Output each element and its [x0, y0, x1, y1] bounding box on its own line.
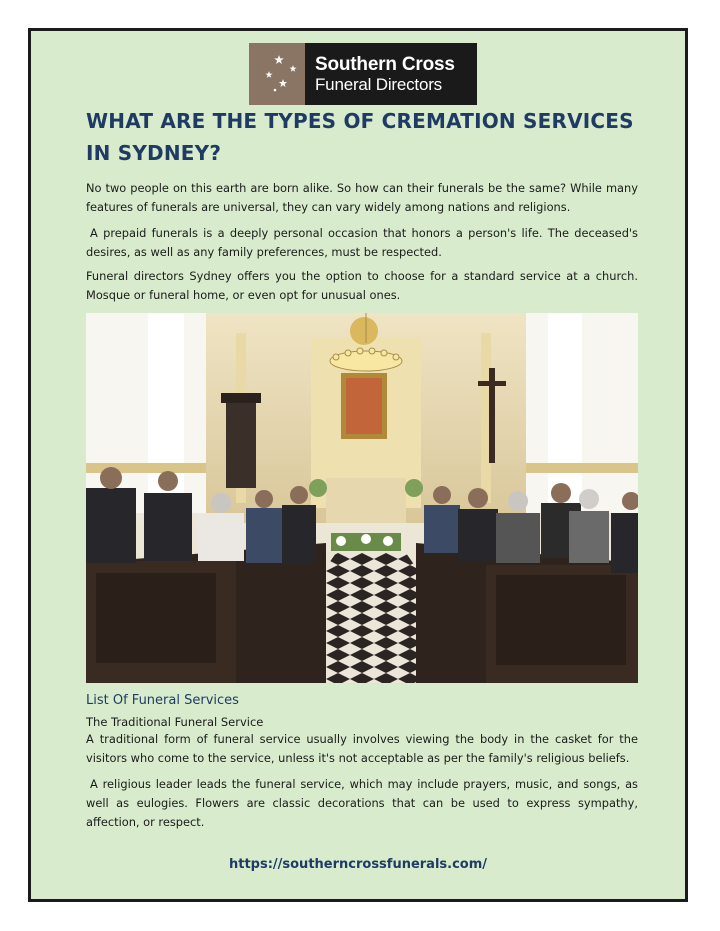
footer-website-link[interactable]: https://southerncrossfunerals.com/ — [228, 857, 488, 872]
church-interior-photo — [86, 313, 638, 683]
section-heading: List Of Funeral Services — [86, 693, 239, 708]
southern-cross-stars-icon — [249, 43, 305, 105]
intro-paragraph-1: No two people on this earth are born alike. So how can their funerals be the same? While many features of funerals are universal, they can vary widely among nations and religions. — [86, 181, 638, 214]
logo-subtitle: Funeral Directors — [315, 74, 442, 94]
page-title: WHAT ARE THE TYPES OF CREMATION SERVICES IN SYDNEY? — [86, 109, 634, 165]
document-page — [28, 28, 688, 902]
body-paragraph-2: A religious leader leads the funeral service, which may include prayers, music, and songs, as well as eulogies. Flowers are classic decorations that can be used to express sympathy, affection, or respect. — [86, 777, 638, 829]
logo-wordmark — [305, 43, 455, 105]
intro-paragraph-3: Funeral directors Sydney offers you the option to choose for a standard service at a church. Mosque or funeral home, or even opt for unusual ones. — [86, 269, 638, 302]
subsection-heading: The Traditional Funeral Service — [86, 715, 264, 729]
intro-paragraph-2: A prepaid funerals is a deeply personal occasion that honors a person's life. The deceased's desires, as well as any family preferences, must be respected. — [86, 226, 638, 259]
body-paragraph-1: A traditional form of funeral service usually involves viewing the body in the casket for the visitors who come to the service, unless it's not acceptable as per the family's religious beliefs. — [86, 732, 638, 765]
company-logo — [249, 43, 477, 105]
logo-name: Southern Cross — [315, 53, 455, 75]
